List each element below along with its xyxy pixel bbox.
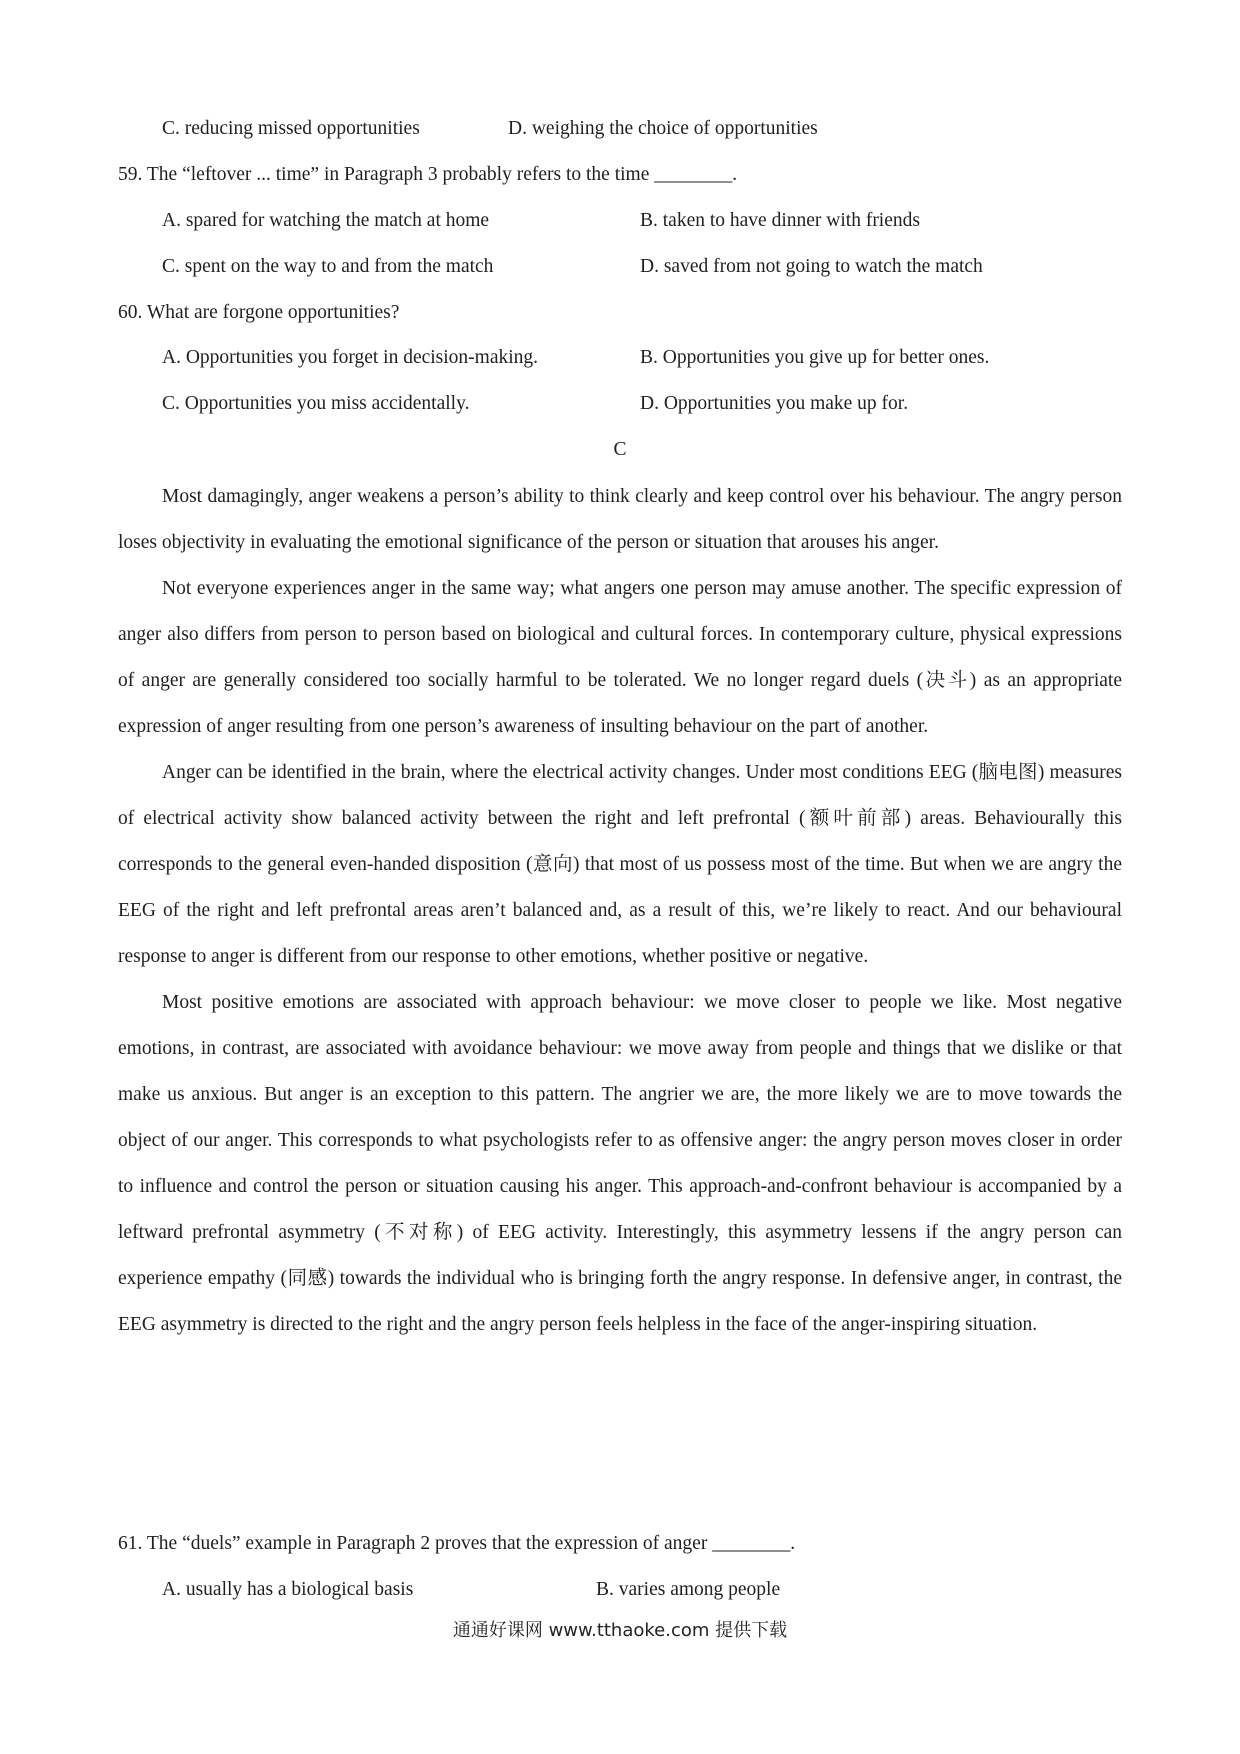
q61-stem: 61. The “duels” example in Paragraph 2 proves that the expression of anger ________.	[118, 1533, 796, 1554]
q58-option-d: D. weighing the choice of opportunities	[508, 118, 818, 139]
q59-option-d: D. saved from not going to watch the match	[640, 256, 983, 277]
q60-option-b: B. Opportunities you give up for better ones.	[640, 347, 990, 368]
q59-option-c: C. spent on the way to and from the match	[162, 256, 494, 277]
q59-option-a: A. spared for watching the match at home	[162, 210, 490, 231]
passage-body	[118, 474, 1122, 1348]
q60-stem: 60. What are forgone opportunities?	[118, 302, 400, 323]
q60-option-c: C. Opportunities you miss accidentally.	[162, 393, 470, 414]
q59-option-b: B. taken to have dinner with friends	[640, 210, 920, 231]
q60-option-d: D. Opportunities you make up for.	[640, 393, 909, 414]
q59-stem: 59. The “leftover ... time” in Paragraph 3 probably refers to the time ________.	[118, 164, 738, 185]
q60-option-a: A. Opportunities you forget in decision-making.	[162, 347, 539, 368]
passage-paragraph-4: Most positive emotions are associated with approach behaviour: we move closer to people we like. Most negative emotions, in contrast, are associated with avoidance behaviour: we move away from people and things that we dislike or that make us anxious. But anger is an exception to this pattern. The angrier we are, the more likely we are to move towards the object of our anger. This corresponds to what psychologists refer to as offensive anger: the angry person moves closer in order to influence and control the person or situation causing his anger. This approach-and-confront behaviour is accompanied by a leftward prefrontal asymmetry (不对称) of EEG activity. Interestingly, this asymmetry lessens if the angry person can experience empathy (同感) towards the individual who is bringing forth the angry response. In defensive anger, in contrast, the EEG asymmetry is directed to the right and the angry person feels helpless in the face of the anger-inspiring situation.	[118, 992, 1122, 1335]
passage-paragraph-3: Anger can be identified in the brain, where the electrical activity changes. Under most conditions EEG (脑电图) measures of electrical activity show balanced activity between the right and left prefrontal (额叶前部) areas. Behaviourally this corresponds to the general even-handed disposition (意向) that most of us possess most of the time. But when we are angry the EEG of the right and left prefrontal areas aren’t balanced and, as a result of this, we’re likely to react. And our behavioural response to anger is different from our response to other emotions, whether positive or negative.	[118, 762, 1122, 967]
passage-paragraph-2: Not everyone experiences anger in the same way; what angers one person may amuse another. The specific expression of anger also differs from person to person based on biological and cultural forces. In contemporary culture, physical expressions of anger are generally considered too socially harmful to be tolerated. We no longer regard duels (决斗) as an appropriate expression of anger resulting from one person’s awareness of insulting behaviour on the part of another.	[118, 578, 1122, 737]
page-footer: 通通好课网 www.tthaoke.com 提供下载	[452, 1620, 788, 1641]
passage-paragraph-1: Most damagingly, anger weakens a person’s ability to think clearly and keep control over his behaviour. The angry person loses objectivity in evaluating the emotional significance of the person or situation that arouses his anger.	[118, 486, 1122, 553]
q58-option-c: C. reducing missed opportunities	[162, 118, 420, 139]
section-heading: C	[613, 439, 627, 460]
q61-option-a: A. usually has a biological basis	[162, 1579, 414, 1600]
q61-option-b: B. varies among people	[596, 1579, 781, 1600]
